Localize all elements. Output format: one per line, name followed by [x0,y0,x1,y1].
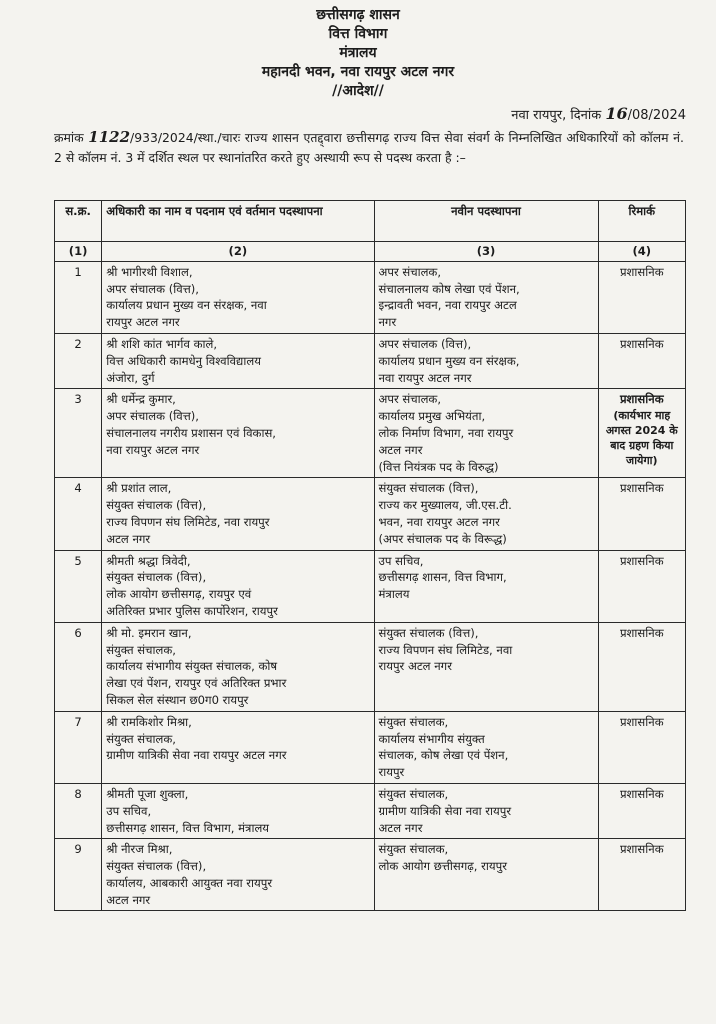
new-posting-line: राज्य विपणन संघ लिमिटेड, नवा [378,642,513,657]
current-posting-line: श्रीमती श्रद्धा त्रिवेदी, [106,553,191,568]
new-posting-line: नगर [378,315,397,330]
current-posting-line: अंजोरा, दुर्ग [106,370,155,385]
transfer-table [54,200,686,911]
col-header-current-post: अधिकारी का नाम व पदनाम एवं वर्तमान पदस्थापना [102,201,374,242]
current-posting-line: कार्यालय संभागीय संयुक्त संचालक, कोष [106,659,278,674]
current-posting [102,622,374,711]
current-posting-line: रायपुर अटल नगर [106,315,180,330]
current-posting-line: अपर संचालक (वित्त), [106,281,199,296]
current-posting-line: श्री भागीरथी विशाल, [106,264,193,279]
current-posting-line: अटल नगर [106,531,151,546]
new-posting-line: भवन, नवा रायपुर अटल नगर [378,514,500,529]
table-row [55,783,686,838]
new-posting-line: राज्य कर मुख्यालय, जी.एस.टी. [378,498,512,513]
new-posting [374,550,598,622]
table-row [55,622,686,711]
serial-number: 3 [55,389,102,478]
current-posting-line: अपर संचालक (वित्त), [106,409,199,424]
remark-label: प्रशासनिक [619,336,664,351]
new-posting-line: (वित्त नियंत्रक पद के विरुद्ध) [378,459,499,474]
current-posting-line: वित्त अधिकारी कामधेनु विश्वविद्यालय [106,353,261,368]
new-posting-line: संयुक्त संचालक, [378,786,449,801]
current-posting-line: लेखा एवं पेंशन, रायपुर एवं अतिरिक्त प्रभार [106,676,287,691]
current-posting-line: संयुक्त संचालक, [106,731,176,746]
remark-label: प्रशासनिक [619,264,664,279]
new-posting-line: लोक निर्माण विभाग, नवा रायपुर [378,425,514,440]
current-posting-line: श्री नीरज मिश्रा, [106,842,173,857]
serial-number: 4 [55,478,102,550]
date-prefix: नवा रायपुर, दिनांक [511,108,602,123]
new-posting [374,622,598,711]
remark-label: प्रशासनिक [619,842,664,857]
new-posting-line: संयुक्त संचालक, [378,842,449,857]
current-posting [102,389,374,478]
current-posting-line: अतिरिक्त प्रभार पुलिस कार्पोरेशन, रायपुर [106,603,278,618]
remark-label: प्रशासनिक [619,786,664,801]
remark [598,333,685,388]
remark [598,622,685,711]
new-posting-line: अटल नगर [378,820,423,835]
new-posting-line: संयुक्त संचालक, [378,714,449,729]
new-posting-line: कार्यालय संभागीय संयुक्त [378,731,485,746]
date-rest: /08/2024 [627,108,686,123]
new-posting-line: ग्रामीण यात्रिकी सेवा नवा रायपुर [378,803,512,818]
current-posting-line: छत्तीसगढ़ शासन, वित्त विभाग, मंत्रालय [106,820,270,835]
table-row [55,711,686,783]
current-posting-line: नवा रायपुर अटल नगर [106,442,200,457]
new-posting [374,333,598,388]
remark-label: प्रशासनिक [619,714,664,729]
remark [598,389,685,478]
new-posting-line: संचालक, कोष लेखा एवं पेंशन, [378,748,509,763]
new-posting-line: (अपर संचालक पद के विरूद्ध) [378,531,507,546]
serial-number: 1 [55,261,102,333]
new-posting-line: उप सचिव, [378,553,424,568]
current-posting [102,839,374,911]
current-posting-line: श्री प्रशांत लाल, [106,481,172,496]
new-posting-line: नवा रायपुर अटल नगर [378,370,472,385]
order-paragraph [54,127,684,168]
current-posting-line: राज्य विपणन संघ लिमिटेड, नवा रायपुर [106,514,270,529]
current-posting-line: संयुक्त संचालक (वित्त), [106,859,207,874]
remark [598,783,685,838]
col-header-remark: रिमार्क [598,201,685,242]
remark-label: प्रशासनिक [619,481,664,496]
kramank-label: क्रमांक [54,130,84,145]
table-row [55,550,686,622]
table-row [55,389,686,478]
col-number: (4) [598,242,685,262]
remark [598,839,685,911]
current-posting-line: कार्यालय प्रधान मुख्य वन संरक्षक, नवा [106,298,267,313]
col-header-new-post: नवीन पदस्थापना [374,201,598,242]
table-body [55,261,686,911]
new-posting-line: अपर संचालक (वित्त), [378,336,472,351]
new-posting-line: अपर संचालक, [378,392,442,407]
department-name: वित्त विभाग [328,26,388,42]
col-number: (3) [374,242,598,262]
current-posting-line: संयुक्त संचालक, [106,642,176,657]
current-posting [102,711,374,783]
current-posting [102,261,374,333]
remark [598,550,685,622]
office-address: महानदी भवन, नवा रायपुर अटल नगर [261,64,455,80]
serial-number: 6 [55,622,102,711]
current-posting-line: ग्रामीण यात्रिकी सेवा नवा रायपुर अटल नगर [106,748,287,763]
new-posting [374,711,598,783]
new-posting-line: संयुक्त संचालक (वित्त), [378,481,479,496]
remark-label: प्रशासनिक [619,625,664,640]
serial-number: 5 [55,550,102,622]
new-posting-line: संचालनालय कोष लेखा एवं पेंशन, [378,281,520,296]
column-number-row [55,242,686,262]
new-posting-line: संयुक्त संचालक (वित्त), [378,625,479,640]
remark [598,261,685,333]
table-row [55,839,686,911]
new-posting-line: छत्तीसगढ़ शासन, वित्त विभाग, [378,570,507,585]
current-posting-line: उप सचिव, [106,803,152,818]
new-posting [374,783,598,838]
serial-number: 9 [55,839,102,911]
new-posting [374,261,598,333]
serial-number: 8 [55,783,102,838]
current-posting-line: श्री रामकिशोर मिश्रा, [106,714,192,729]
order-body-text: /933/2024/स्था./चारः राज्य शासन एतद्द्वारा छत्तीसगढ़ राज्य वित्त सेवा संवर्ग के निम्नलिखित अधिकारियों को कॉलम नं. 2 से कॉलम नं. 3 में दर्शित स्थल पर स्थानांतरित करते हुए अस्थायी रूप से पदस्थ करता है :– [54,130,684,165]
document-header [0,6,716,101]
col-header-serial: स.क्र. [55,201,102,242]
new-posting [374,389,598,478]
ministry-name: मंत्रालय [339,45,377,61]
serial-number: 2 [55,333,102,388]
current-posting-line: संचालनालय नगरीय प्रशासन एवं विकास, [106,425,276,440]
current-posting-line: सिकल सेल संस्थान छ0ग0 रायपुर [106,692,249,707]
new-posting-line: मंत्रालय [378,587,410,602]
table-row [55,261,686,333]
remark-note: (कार्यभार माह अगस्त 2024 के बाद ग्रहण किया जायेगा) [605,409,678,468]
remark [598,478,685,550]
remark-label: प्रशासनिक [619,553,664,568]
current-posting-line: संयुक्त संचालक (वित्त), [106,498,207,513]
dateline [511,104,686,123]
current-posting-line: श्री शशि कांत भार्गव काले, [106,336,218,351]
current-posting [102,478,374,550]
new-posting-line: कार्यालय प्रधान मुख्य वन संरक्षक, [378,353,520,368]
col-number: (1) [55,242,102,262]
new-posting [374,478,598,550]
new-posting-line: अटल नगर [378,442,423,457]
current-posting-line: संयुक्त संचालक (वित्त), [106,570,207,585]
remark [598,711,685,783]
current-posting [102,550,374,622]
new-posting-line: लोक आयोग छत्तीसगढ़, रायपुर [378,859,507,874]
current-posting-line: श्रीमती पूजा शुक्ला, [106,786,189,801]
col-number: (2) [102,242,374,262]
current-posting-line: लोक आयोग छत्तीसगढ़, रायपुर एवं [106,587,252,602]
current-posting-line: श्री धर्मेन्द्र कुमार, [106,392,176,407]
new-posting-line: इन्द्रावती भवन, नवा रायपुर अटल [378,298,517,313]
current-posting [102,783,374,838]
date-day-handwritten: 16 [605,104,628,123]
order-number-handwritten: 1122 [88,128,131,146]
remark-label: प्रशासनिक [619,392,664,407]
table-row [55,333,686,388]
current-posting-line: श्री मो. इमरान खान, [106,625,192,640]
current-posting-line: अटल नगर [106,892,151,907]
order-title: //आदेश// [332,83,384,99]
current-posting-line: कार्यालय, आबकारी आयुक्त नवा रायपुर [106,875,273,890]
current-posting [102,333,374,388]
table-header-row [55,201,686,242]
new-posting-line: अपर संचालक, [378,264,442,279]
new-posting-line: कार्यालय प्रमुख अभियंता, [378,409,486,424]
new-posting-line: रायपुर अटल नगर [378,659,452,674]
govt-name: छत्तीसगढ़ शासन [316,7,400,23]
new-posting [374,839,598,911]
new-posting-line: रायपुर [378,765,405,780]
table-row [55,478,686,550]
serial-number: 7 [55,711,102,783]
